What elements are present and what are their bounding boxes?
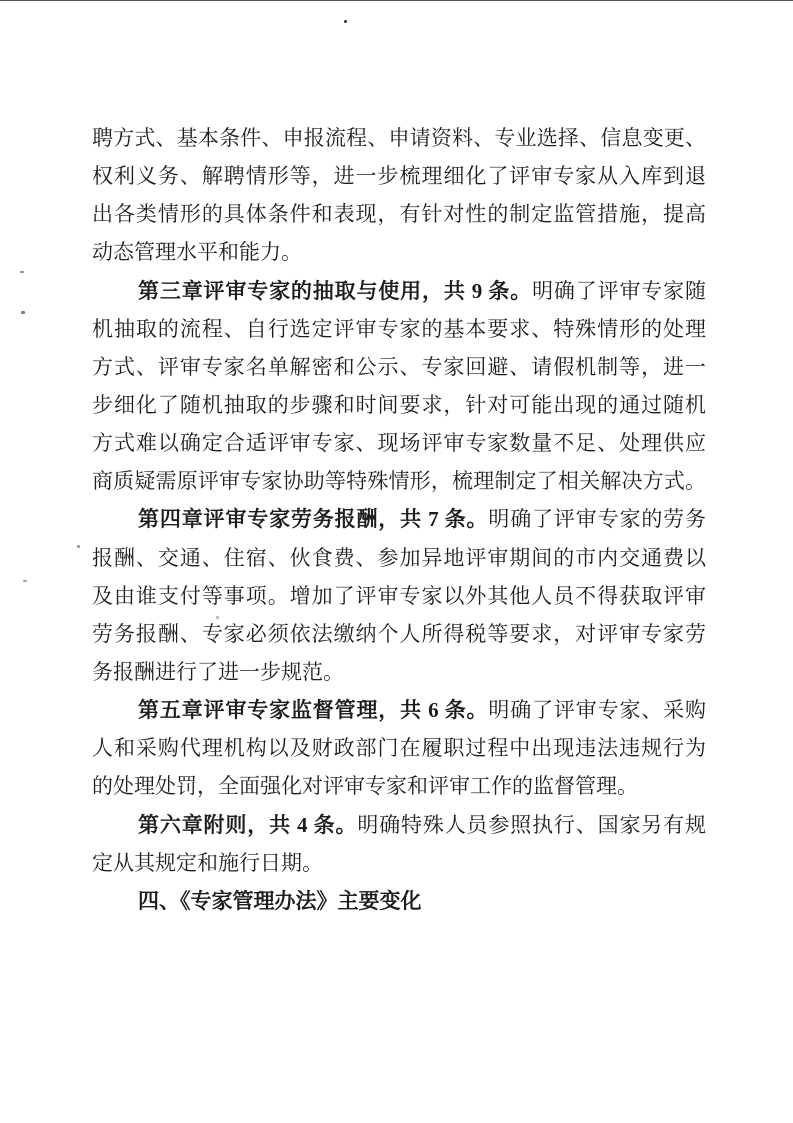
body-text-run: 人和采购代理机构以及财政部门在履职过程中出现违法违规行为 bbox=[92, 736, 706, 761]
body-text-run: 机抽取的流程、自行选定评审专家的基本要求、特殊情形的处理 bbox=[92, 316, 706, 341]
scan-speck bbox=[344, 20, 347, 23]
text-line bbox=[92, 539, 706, 577]
text-line bbox=[92, 386, 706, 424]
text-line bbox=[92, 653, 706, 691]
document-text-block bbox=[92, 119, 706, 920]
body-text-run: 方式、评审专家名单解密和公示、专家回避、请假机制等，进一 bbox=[92, 354, 706, 379]
body-text-run: 劳务报酬、专家必须依法缴纳个人所得税等要求，对评审专家劳 bbox=[92, 621, 706, 646]
body-text-run: 方式难以确定合适评审专家、现场评审专家数量不足、处理供应 bbox=[92, 431, 706, 456]
scan-speck bbox=[23, 580, 27, 582]
text-line bbox=[92, 195, 706, 233]
body-text-run: 聘方式、基本条件、申报流程、申请资料、专业选择、信息变更、 bbox=[92, 126, 706, 150]
body-text-run: 务报酬进行了进一步规范。 bbox=[92, 659, 344, 684]
text-line bbox=[92, 844, 706, 882]
text-line bbox=[92, 424, 706, 462]
chapter-heading-run: 第六章附则，共 4 条。 bbox=[138, 812, 358, 837]
text-line bbox=[92, 233, 706, 271]
body-text-run: 步细化了随机抽取的步骤和时间要求，针对可能出现的通过随机 bbox=[92, 392, 706, 417]
body-text-run: 明确了评审专家的劳务 bbox=[488, 507, 707, 532]
chapter-heading-run: 第三章评审专家的抽取与使用，共 9 条。 bbox=[138, 278, 533, 303]
text-line bbox=[92, 767, 706, 805]
text-line bbox=[92, 806, 706, 844]
scan-speck bbox=[20, 271, 24, 273]
body-text-run: 及由谁支付等事项。增加了评审专家以外其他人员不得获取评审 bbox=[92, 583, 706, 608]
body-text-run: 出各类情形的具体条件和表现，有针对性的制定监管措施，提高 bbox=[92, 202, 706, 227]
text-line bbox=[92, 577, 706, 615]
text-line bbox=[92, 462, 706, 500]
text-line bbox=[92, 500, 706, 538]
chapter-heading-run: 第四章评审专家劳务报酬，共 7 条。 bbox=[138, 507, 489, 532]
scan-speck bbox=[21, 311, 25, 314]
chapter-heading-run: 第五章评审专家监督管理，共 6 条。 bbox=[138, 698, 489, 723]
body-text-run: 动态管理水平和能力。 bbox=[92, 240, 302, 265]
body-text-run: 明确特殊人员参照执行、国家另有规 bbox=[357, 812, 707, 837]
scan-speck bbox=[216, 616, 219, 619]
body-text-run: 的处理处罚，全面强化对评审专家和评审工作的监督管理。 bbox=[92, 774, 638, 799]
text-line bbox=[92, 729, 706, 767]
body-text-run: 商质疑需原评审专家协助等特殊情形，梳理制定了相关解决方式。 bbox=[92, 469, 706, 494]
body-text-run: 报酬、交通、住宿、伙食费、参加异地评审期间的市内交通费以 bbox=[92, 545, 706, 570]
body-text-run: 明确了评审专家、采购 bbox=[488, 698, 707, 723]
scan-speck bbox=[77, 545, 80, 548]
body-text-run: 定从其规定和施行日期。 bbox=[92, 850, 323, 875]
chapter-heading-run: 四、《专家管理办法》主要变化 bbox=[138, 888, 422, 913]
text-line bbox=[92, 348, 706, 386]
text-line bbox=[92, 882, 706, 920]
body-text-run: 明确了评审专家随 bbox=[532, 278, 707, 303]
scan-artifact-top-edge-line bbox=[0, 0, 793, 1]
text-line bbox=[92, 310, 706, 348]
text-line bbox=[92, 691, 706, 729]
text-line bbox=[92, 615, 706, 653]
text-line bbox=[92, 157, 706, 195]
body-text-run: 权利义务、解聘情形等，进一步梳理细化了评审专家从入库到退 bbox=[92, 164, 706, 189]
text-line bbox=[92, 119, 706, 157]
text-line bbox=[92, 272, 706, 310]
